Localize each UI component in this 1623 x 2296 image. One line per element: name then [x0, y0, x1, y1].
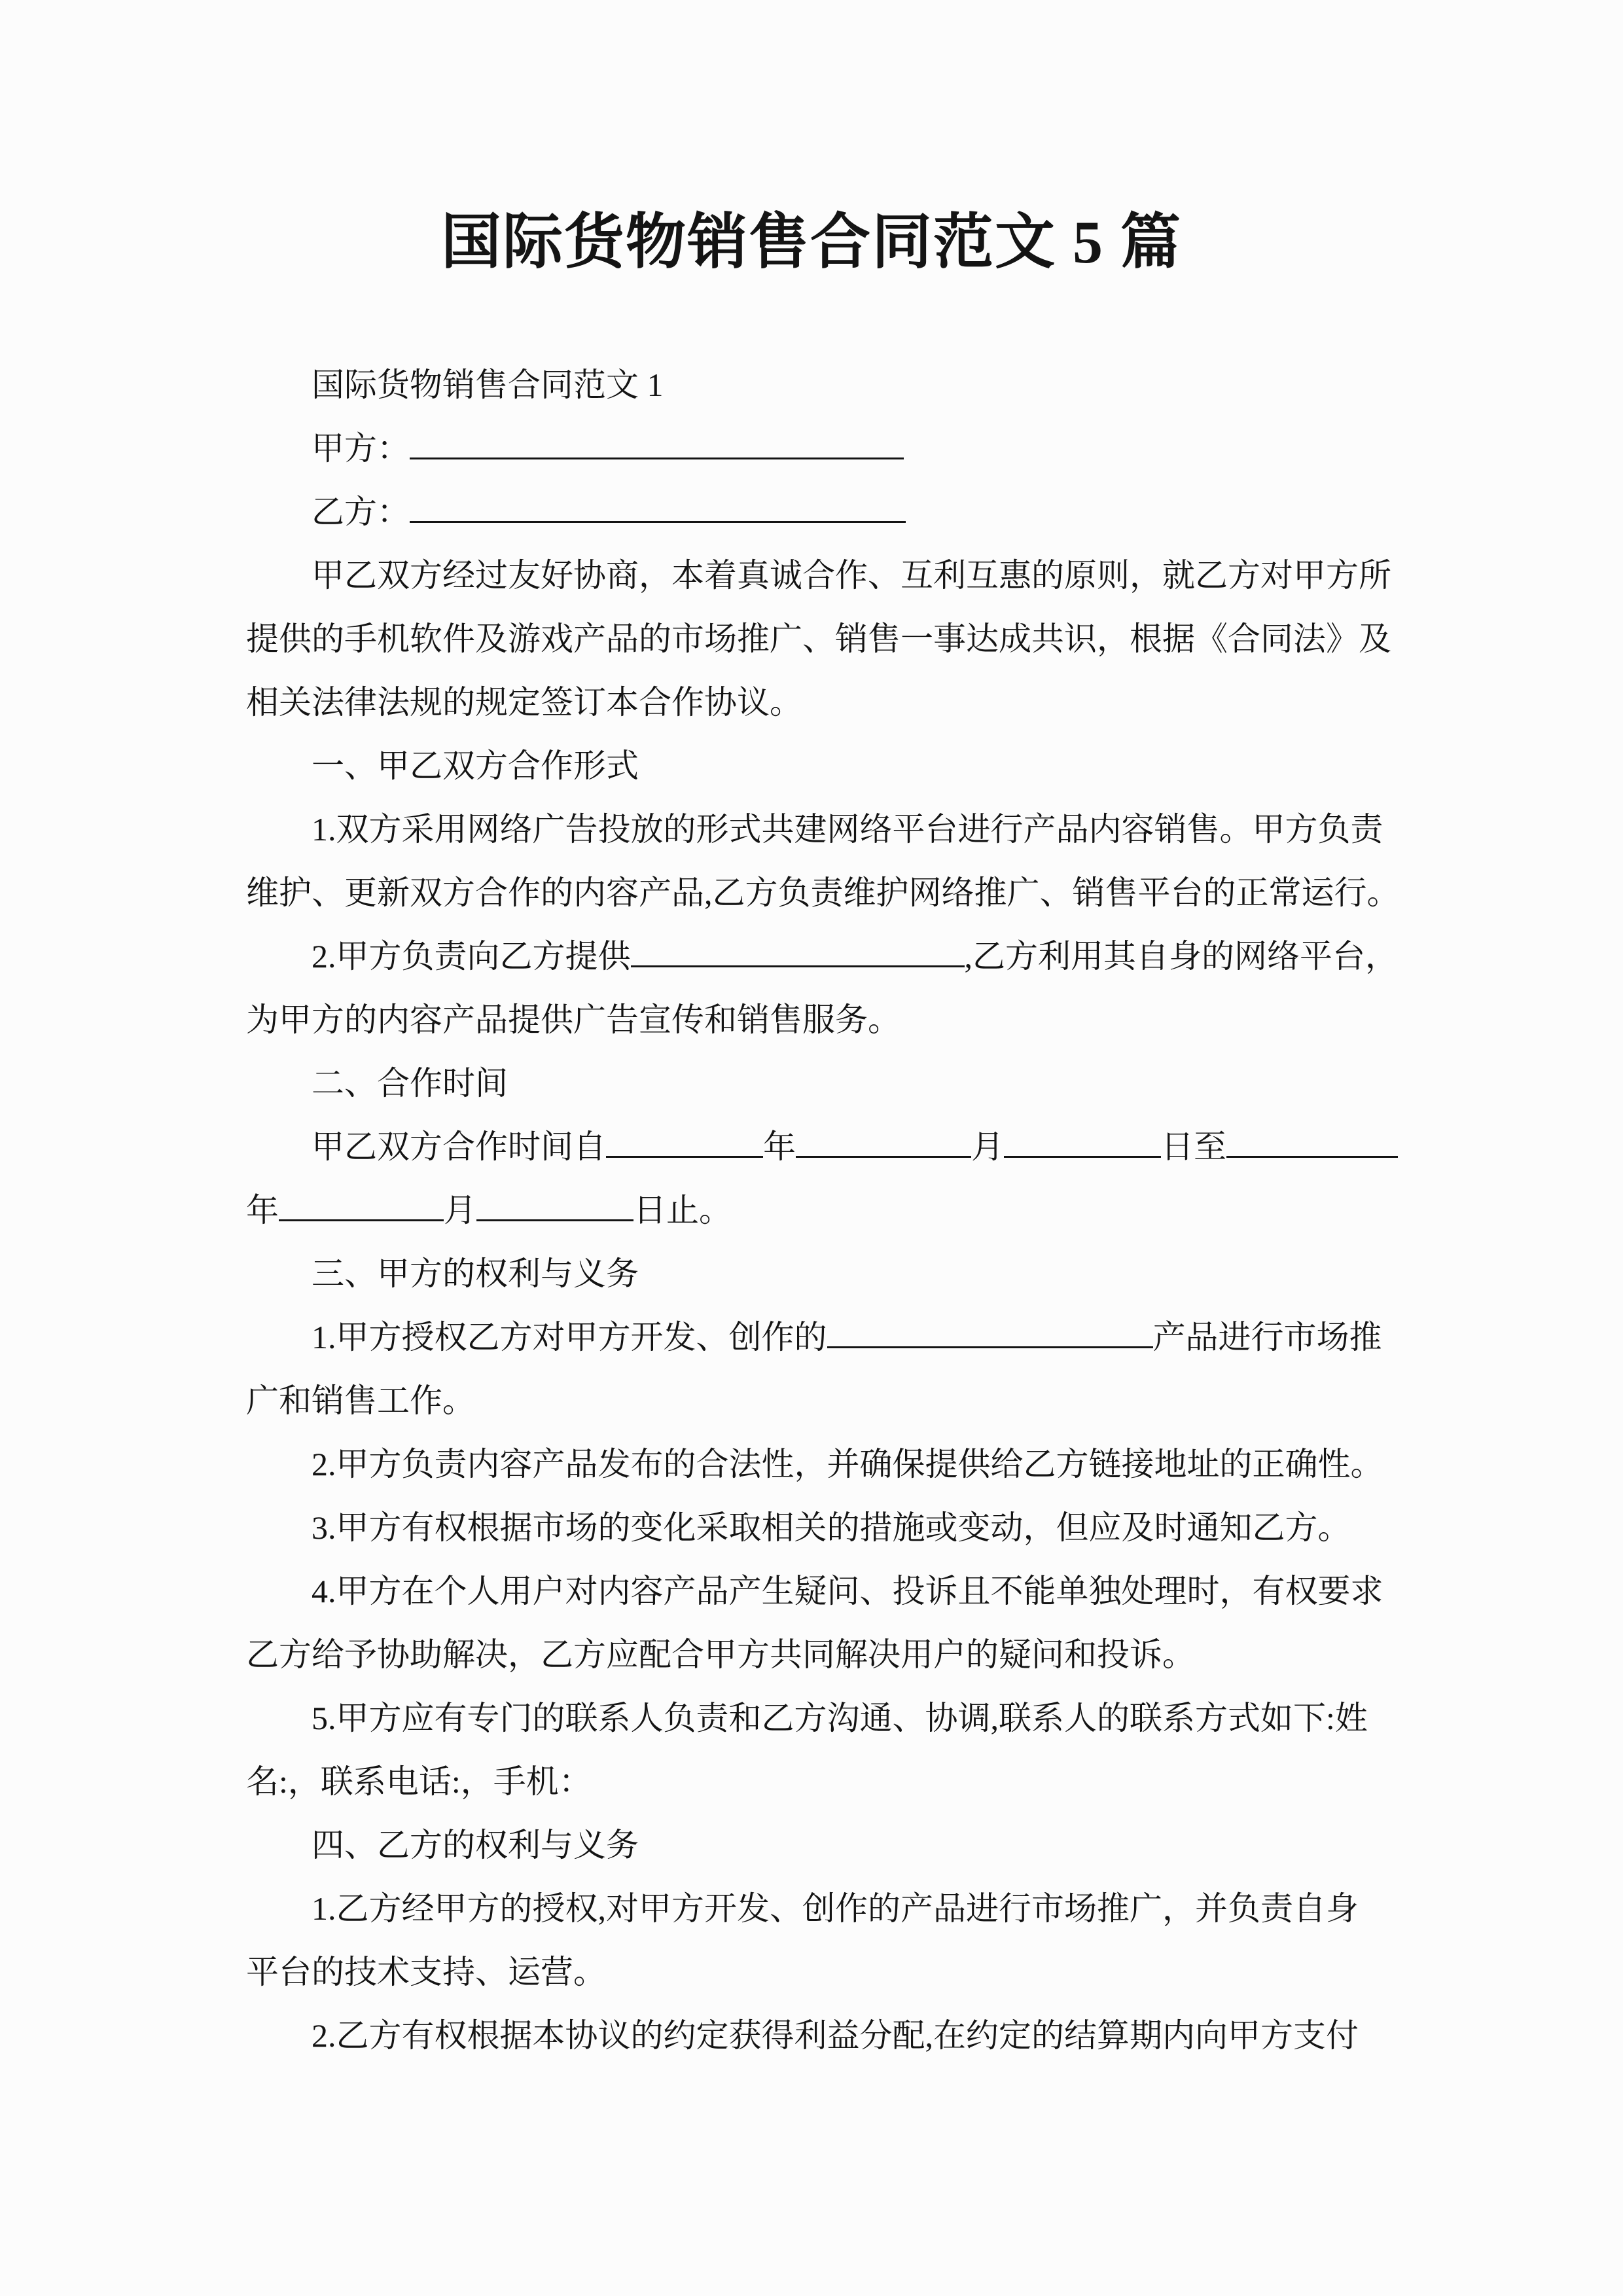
text-run: 维护、更新双方合作的内容产品,乙方负责维护网络推广、销售平台的正常运行。: [246, 874, 1400, 911]
document-title: 国际货物销售合同范文 5 篇: [440, 209, 1182, 276]
text-run: 一、甲乙双方合作形式: [312, 747, 639, 784]
document-line: [246, 1750, 1385, 1814]
text-run: 乙方给予协助解决，乙方应配合甲方共同解决用户的疑问和投诉。: [246, 1636, 1195, 1673]
blank-underline: [410, 455, 904, 459]
document-line: [246, 2004, 1385, 2068]
document-line: [246, 861, 1400, 925]
text-run: 2.乙方有权根据本协议的约定获得利益分配,在约定的结算期内向甲方支付: [312, 2017, 1359, 2054]
blank-underline: [410, 518, 906, 523]
text-run: 乙方：: [312, 493, 410, 530]
text-run: 广和销售工作。: [246, 1382, 475, 1419]
text-run: 4.甲方在个人用户对内容产品产生疑问、投诉且不能单独处理时，有权要求: [312, 1573, 1383, 1609]
document-line: [246, 1242, 1385, 1306]
text-run: 日止。: [633, 1192, 732, 1229]
text-run: 3.甲方有权根据市场的变化采取相关的措施或变动，但应及时通知乙方。: [312, 1509, 1351, 1546]
document-line: [246, 1306, 1385, 1369]
text-run: 提供的手机软件及游戏产品的市场推广、销售一事达成共识，根据《合同法》及: [246, 620, 1391, 657]
document-line: [246, 1433, 1385, 1496]
text-run: 1.甲方授权乙方对甲方开发、创作的: [312, 1319, 827, 1355]
text-run: 产品进行市场推: [1152, 1319, 1382, 1355]
document-line: [246, 544, 1391, 607]
document-line: [246, 1687, 1385, 1750]
blank-underline: [827, 1344, 1153, 1348]
document-line: [246, 1877, 1385, 1941]
blank-underline: [1226, 1153, 1398, 1158]
text-run: 2.甲方负责向乙方提供: [312, 938, 631, 975]
document-body: [246, 353, 1400, 2068]
document-line: [246, 1560, 1385, 1623]
document-line: [246, 1179, 1385, 1242]
text-run: 相关法律法规的规定签订本合作协议。: [246, 684, 802, 721]
document-line: [246, 1052, 1385, 1115]
document-line: [246, 1496, 1385, 1560]
document-line: [246, 480, 1385, 544]
text-run: ,乙方利用其自身的网络平台，: [964, 938, 1398, 975]
text-run: 平台的技术支持、运营。: [246, 1954, 606, 1990]
text-run: 日至: [1161, 1128, 1226, 1165]
text-run: 三、甲方的权利与义务: [312, 1255, 639, 1292]
document-line: [246, 1369, 1385, 1433]
text-run: 甲方：: [312, 430, 410, 467]
blank-underline: [606, 1153, 763, 1158]
blank-underline: [279, 1217, 444, 1221]
text-run: 1.乙方经甲方的授权,对甲方开发、创作的产品进行市场推广，并负责自身: [312, 1890, 1359, 1927]
text-run: 为甲方的内容产品提供广告宣传和销售服务。: [246, 1001, 901, 1038]
blank-underline: [476, 1217, 633, 1221]
document-line: [246, 671, 1385, 734]
document-line: [246, 798, 1385, 861]
document-line: [246, 734, 1385, 798]
text-run: 国际货物销售合同范文 1: [312, 367, 664, 403]
document-line: [246, 1814, 1385, 1877]
text-run: 年: [246, 1192, 279, 1229]
document-line: [246, 1115, 1385, 1179]
text-run: 年: [763, 1128, 796, 1165]
text-run: 5.甲方应有专门的联系人负责和乙方沟通、协调,联系人的联系方式如下:姓: [312, 1700, 1368, 1736]
text-run: 1.双方采用网络广告投放的形式共建网络平台进行产品内容销售。甲方负责: [312, 811, 1383, 848]
document-line: [246, 925, 1398, 988]
text-run: 名:，联系电话:，手机：: [246, 1763, 592, 1800]
text-run: 月: [444, 1192, 476, 1229]
text-run: 四、乙方的权利与义务: [312, 1827, 639, 1863]
text-run: 甲乙双方合作时间自: [312, 1128, 606, 1165]
text-run: 2.甲方负责内容产品发布的合法性，并确保提供给乙方链接地址的正确性。: [312, 1446, 1383, 1482]
blank-underline: [631, 963, 965, 967]
document-line: [246, 417, 1385, 480]
blank-underline: [1004, 1153, 1161, 1158]
document-line: [246, 1941, 1385, 2004]
blank-underline: [796, 1153, 971, 1158]
text-run: 二、合作时间: [312, 1065, 508, 1102]
text-run: 月: [971, 1128, 1004, 1165]
document-line: [246, 1623, 1385, 1687]
document-line: [246, 353, 1385, 417]
document-line: [246, 988, 1385, 1052]
document-line: [246, 607, 1391, 671]
text-run: 甲乙双方经过友好协商，本着真诚合作、互利互惠的原则，就乙方对甲方所: [312, 557, 1391, 594]
